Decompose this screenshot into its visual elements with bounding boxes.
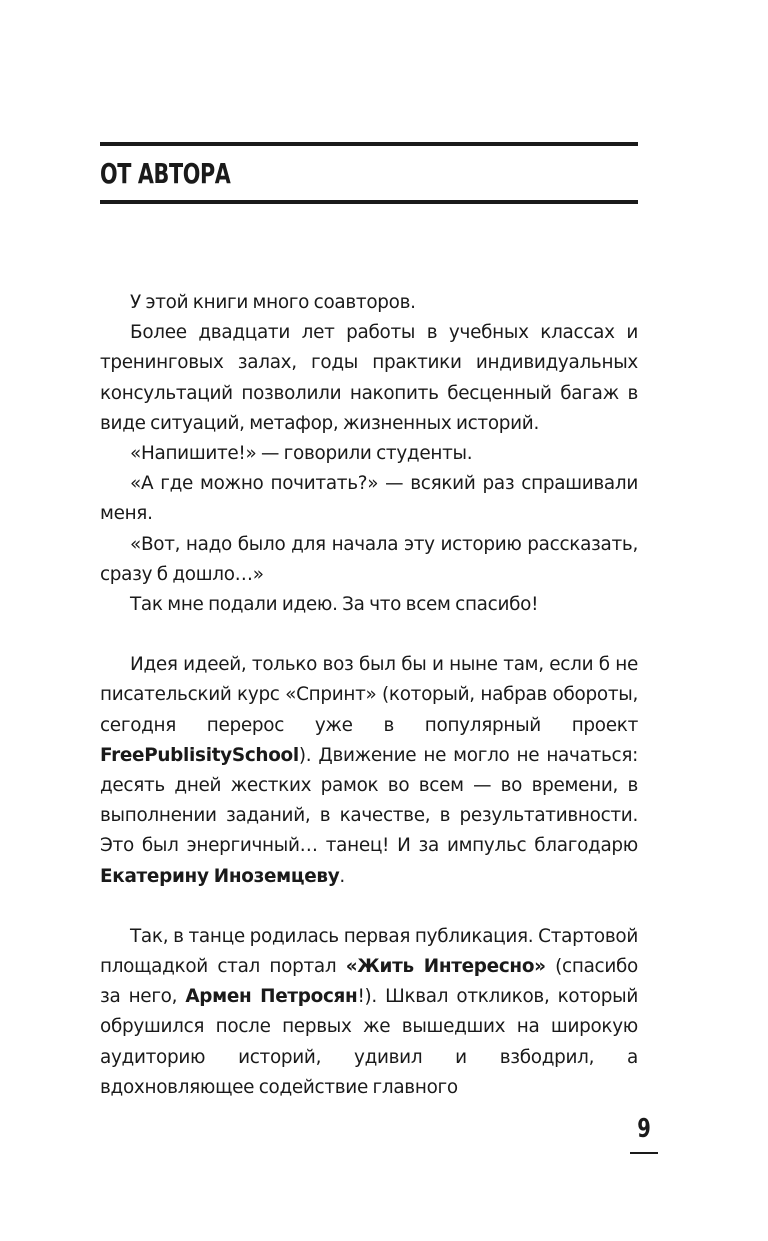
page-number: 9	[637, 1114, 651, 1144]
paragraph-text: .	[339, 865, 345, 887]
paragraph-text: Так, в танце родилась первая публикация. Стартовой площадкой стал портал	[100, 925, 638, 978]
paragraph-text: !). Шквал откликов, который обрушился после первых же вышедших на широкую аудиторию историй, удивил и взбодрил, а вдохновляющее содействие главного	[100, 986, 638, 1098]
paragraph-text: Идея идеей, только воз был бы и ныне там, если б не писательский курс «Спринт» (который, набрав обороты, сегодня перерос уже в популярный проект	[100, 654, 638, 736]
paragraph-text: Более двадцати лет работы в учебных классах и тренинговых залах, годы практики индивидуальных консультаций позволили накопить бесценный багаж в виде ситуаций, метафор, жизненных историй.	[100, 322, 638, 434]
portal-name: «Жить Интересно»	[345, 956, 546, 978]
paragraph	[100, 469, 638, 529]
chapter-title: ОТ АВТОРА	[100, 157, 231, 190]
paragraph	[100, 439, 638, 469]
paragraph	[100, 288, 638, 318]
chapter-header	[100, 142, 638, 204]
paragraph	[100, 318, 638, 439]
paragraph	[100, 650, 638, 892]
paragraph-text: «Вот, надо было для начала эту историю рассказать, сразу б дошло…»	[100, 533, 638, 585]
paragraph-text: ). Движение не могло не начаться: десять дней жестких рамок во всем — во времени, в выполнении заданий, в качестве, в результативности. Это был энергичный… танец! И за импульс благодарю	[100, 744, 638, 857]
paragraph-text: «А где можно почитать?» — всякий раз спрашивали меня.	[100, 473, 638, 525]
chapter-text	[100, 288, 638, 1103]
paragraph-text: Так мне подали идею. За что всем спасибо!	[130, 594, 539, 616]
paragraph-text: (спасибо за него,	[100, 956, 638, 1008]
person-name: Армен Петросян	[185, 986, 358, 1008]
project-name: FreePublisitySchool	[100, 744, 299, 766]
paragraph	[100, 590, 638, 620]
person-name: Екатерину Иноземцеву	[100, 865, 340, 887]
paragraph	[100, 530, 638, 590]
paragraph-text: «Напишите!» — говорили студенты.	[130, 443, 473, 465]
paragraph	[100, 922, 638, 1103]
paragraph-text: У этой книги много соавторов.	[130, 292, 416, 313]
page-number-rule	[630, 1152, 658, 1154]
